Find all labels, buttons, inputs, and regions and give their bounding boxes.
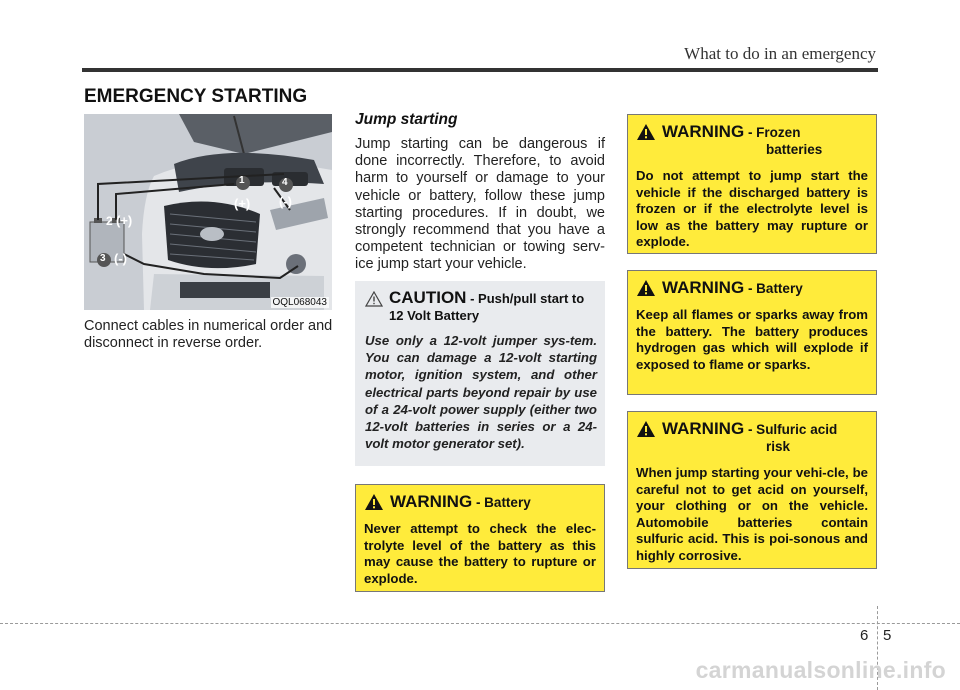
- warning-label: WARNING: [662, 278, 745, 297]
- warning-battery-check: [355, 484, 605, 592]
- header-rule: [82, 68, 878, 72]
- warning-battery-flames: [627, 270, 877, 395]
- warning-label: WARNING: [390, 492, 473, 511]
- label-3-number: 3: [100, 253, 106, 264]
- warning-triangle-icon: [364, 493, 384, 511]
- warning-frozen-body: Do not attempt to jump start the vehicle if the discharged battery is frozen or if the electrolyte level is low as the battery may rupture or explode.: [636, 168, 868, 250]
- jump-starting-heading: Jump starting: [355, 111, 458, 128]
- label-4-sign: (-): [279, 194, 292, 209]
- jump-start-illustration: [84, 114, 332, 310]
- warning-sulfuric-acid: [627, 411, 877, 569]
- warning-battery-check-body: Never attempt to check the elec-trolyte level of the battery as this may cause the battery to rupture or explode.: [364, 521, 596, 586]
- warning-frozen-batteries: [627, 114, 877, 254]
- warning-battery-flames-title: - Battery: [747, 281, 803, 296]
- warning-acid-heading: [636, 420, 868, 455]
- warning-label: WARNING: [662, 122, 745, 141]
- label-1-sign: (+): [234, 196, 251, 211]
- caution-box: [355, 281, 605, 466]
- warning-frozen-title-cont: batteries: [766, 142, 823, 157]
- running-header: What to do in an emergency: [684, 44, 876, 63]
- figure-caption: Connect cables in numerical order and disconnect in reverse order.: [84, 318, 333, 351]
- page-number: 5: [883, 627, 892, 644]
- label-3-sign: (-): [114, 251, 127, 266]
- warning-acid-title-cont: risk: [766, 439, 791, 454]
- label-2-number: 2: [106, 214, 113, 228]
- warning-triangle-icon: [636, 279, 656, 297]
- jump-starting-body: Jump starting can be dangerous if done incorrectly. Therefore, to avoid harm to yourself or damage to your vehicle or battery, follow these jump starting procedures. If in doubt, we strongly recommend that you have a competent technician or towing serv-ice jump start your vehicle.: [355, 136, 605, 273]
- label-4-number: 4: [282, 177, 288, 188]
- warning-frozen-title: - Frozen: [747, 125, 801, 140]
- warning-battery-check-heading: [364, 493, 596, 511]
- section-title: EMERGENCY STARTING: [84, 86, 308, 107]
- caution-title: - Push/pull start to 12 Volt Battery: [389, 291, 585, 323]
- label-1-number: 1: [239, 175, 245, 186]
- warning-triangle-icon: [636, 420, 656, 438]
- caution-body: Use only a 12-volt jumper sys-tem. You can damage a 12-volt starting motor, ignition system, and other electrical parts beyond repair by use of a 24-volt power supply (either two 12-volt batteries in series or a 24-volt motor generator set).: [365, 333, 597, 452]
- warning-label: WARNING: [662, 419, 745, 438]
- label-2-sign: (+): [116, 213, 133, 228]
- footer-rule: [0, 623, 960, 624]
- warning-acid-body: When jump starting your vehi-cle, be careful not to get acid on yourself, your clothing or on the vehicle. Automobile batteries contain sulfuric acid. This is poi-sonous and highly corrosive.: [636, 465, 868, 563]
- car-engine-drawing: [84, 114, 332, 310]
- warning-acid-title: - Sulfuric acid: [747, 422, 838, 437]
- figure-code: OQL068043: [272, 297, 327, 308]
- caution-heading: [365, 289, 597, 324]
- warning-battery-flames-heading: [636, 279, 868, 297]
- warning-triangle-icon: [636, 123, 656, 141]
- chapter-number: 6: [860, 627, 869, 644]
- warning-battery-flames-body: Keep all flames or sparks away from the battery. The battery produces hydrogen gas which will explode if exposed to flame or sparks.: [636, 307, 868, 372]
- warning-frozen-heading: [636, 123, 868, 158]
- caution-triangle-icon: [365, 291, 383, 307]
- watermark: carmanualsonline.info: [695, 657, 946, 683]
- warning-battery-check-title: - Battery: [475, 495, 531, 510]
- caution-label: CAUTION: [389, 288, 467, 307]
